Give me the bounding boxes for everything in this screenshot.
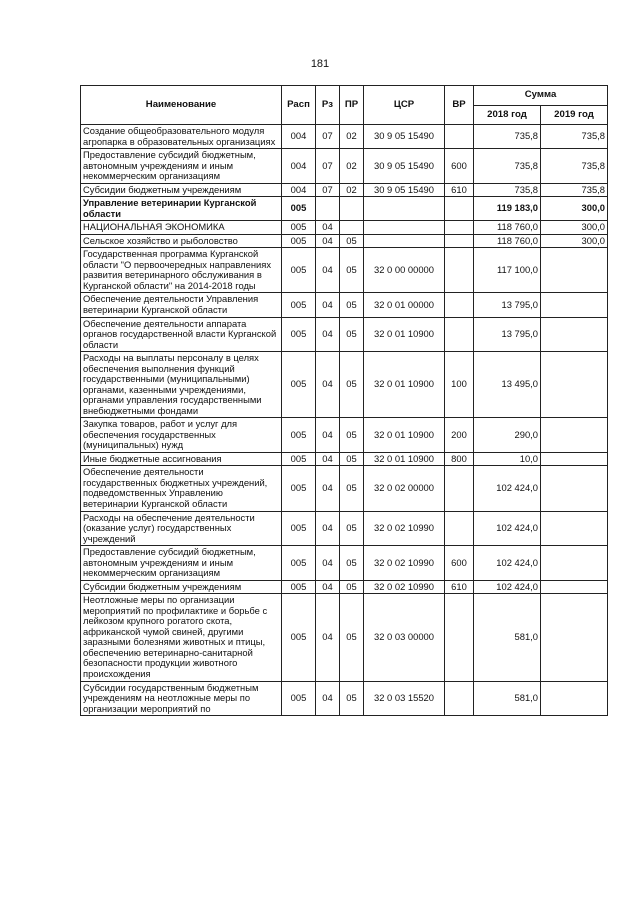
cell-y2018: 13 795,0	[474, 293, 541, 317]
cell-name: Сельское хозяйство и рыболовство	[81, 234, 282, 248]
cell-y2019: 300,0	[541, 197, 608, 221]
cell-pr: 05	[340, 681, 364, 716]
cell-csr: 32 0 00 00000	[364, 248, 445, 293]
cell-name: Субсидии бюджетным учреждениям	[81, 183, 282, 197]
header-2018: 2018 год	[474, 106, 541, 125]
cell-vr: 610	[445, 580, 474, 594]
cell-pr: 05	[340, 546, 364, 581]
cell-csr: 32 0 01 10900	[364, 452, 445, 466]
cell-rz: 04	[316, 594, 340, 681]
cell-csr: 30 9 05 15490	[364, 125, 445, 149]
cell-csr: 32 0 02 10990	[364, 546, 445, 581]
cell-y2018: 581,0	[474, 594, 541, 681]
cell-rz: 04	[316, 546, 340, 581]
cell-rz: 04	[316, 248, 340, 293]
cell-rz: 04	[316, 681, 340, 716]
cell-y2018: 290,0	[474, 418, 541, 453]
cell-name: Обеспечение деятельности аппарата органов государственной власти Курганской области	[81, 317, 282, 352]
cell-rasp: 005	[282, 197, 316, 221]
cell-y2019: 735,8	[541, 183, 608, 197]
cell-pr: 05	[340, 594, 364, 681]
cell-pr: 05	[340, 511, 364, 546]
cell-vr	[445, 293, 474, 317]
cell-rz: 04	[316, 234, 340, 248]
cell-rasp: 004	[282, 183, 316, 197]
cell-rasp: 005	[282, 452, 316, 466]
header-rz: Рз	[316, 86, 340, 125]
table-row	[81, 511, 608, 546]
cell-pr: 02	[340, 183, 364, 197]
cell-y2019	[541, 352, 608, 418]
cell-y2019	[541, 248, 608, 293]
cell-y2019	[541, 580, 608, 594]
cell-name: Государственная программа Курганской области "О первоочередных направлениях развития ветеринарного обслуживания в Курганской области" на 2014-2018 годы	[81, 248, 282, 293]
cell-csr	[364, 221, 445, 235]
cell-y2019	[541, 317, 608, 352]
cell-rasp: 005	[282, 594, 316, 681]
table-row	[81, 594, 608, 681]
header-name: Наименование	[81, 86, 282, 125]
header-vr: ВР	[445, 86, 474, 125]
table-row	[81, 681, 608, 716]
table-row	[81, 125, 608, 149]
cell-pr: 05	[340, 418, 364, 453]
table-row	[81, 221, 608, 235]
cell-y2018: 119 183,0	[474, 197, 541, 221]
cell-rasp: 005	[282, 248, 316, 293]
cell-rasp: 005	[282, 221, 316, 235]
cell-name: НАЦИОНАЛЬНАЯ ЭКОНОМИКА	[81, 221, 282, 235]
cell-vr: 610	[445, 183, 474, 197]
cell-rz: 04	[316, 466, 340, 511]
cell-y2018: 13 795,0	[474, 317, 541, 352]
cell-rz: 04	[316, 452, 340, 466]
cell-vr: 600	[445, 546, 474, 581]
cell-y2019	[541, 293, 608, 317]
cell-rasp: 005	[282, 317, 316, 352]
cell-vr	[445, 125, 474, 149]
cell-csr: 32 0 02 10990	[364, 511, 445, 546]
cell-y2018: 735,8	[474, 125, 541, 149]
cell-vr	[445, 466, 474, 511]
cell-vr: 200	[445, 418, 474, 453]
cell-rasp: 005	[282, 352, 316, 418]
cell-y2019: 735,8	[541, 149, 608, 184]
cell-rz: 04	[316, 293, 340, 317]
cell-rz: 07	[316, 183, 340, 197]
cell-vr	[445, 234, 474, 248]
table-row	[81, 293, 608, 317]
cell-y2018: 581,0	[474, 681, 541, 716]
cell-y2018: 102 424,0	[474, 511, 541, 546]
cell-y2019: 300,0	[541, 234, 608, 248]
cell-y2019: 300,0	[541, 221, 608, 235]
table-row	[81, 546, 608, 581]
header-csr: ЦСР	[364, 86, 445, 125]
table-row	[81, 466, 608, 511]
cell-name: Предоставление субсидий бюджетным, автономным учреждениям и иным некоммерческим организациям	[81, 546, 282, 581]
header-rasp: Расп	[282, 86, 316, 125]
cell-rasp: 005	[282, 580, 316, 594]
cell-y2019	[541, 546, 608, 581]
cell-csr: 30 9 05 15490	[364, 183, 445, 197]
cell-rasp: 005	[282, 293, 316, 317]
cell-pr: 05	[340, 580, 364, 594]
cell-y2019: 735,8	[541, 125, 608, 149]
cell-vr: 800	[445, 452, 474, 466]
cell-vr: 100	[445, 352, 474, 418]
cell-rz: 04	[316, 418, 340, 453]
table-row	[81, 234, 608, 248]
cell-csr: 32 0 02 10990	[364, 580, 445, 594]
cell-name: Субсидии государственным бюджетным учреждениям на неотложные меры по организации мероприятий по	[81, 681, 282, 716]
header-pr: ПР	[340, 86, 364, 125]
table-row	[81, 452, 608, 466]
header-2019: 2019 год	[541, 106, 608, 125]
cell-rz: 07	[316, 125, 340, 149]
budget-table	[80, 85, 608, 716]
table-row	[81, 149, 608, 184]
cell-pr: 02	[340, 125, 364, 149]
cell-rasp: 005	[282, 546, 316, 581]
cell-pr: 05	[340, 293, 364, 317]
cell-pr: 05	[340, 317, 364, 352]
cell-rasp: 005	[282, 234, 316, 248]
cell-name: Субсидии бюджетным учреждениям	[81, 580, 282, 594]
table-row	[81, 197, 608, 221]
cell-vr	[445, 197, 474, 221]
cell-name: Предоставление субсидий бюджетным, автономным учреждениям и иным некоммерческим организациям	[81, 149, 282, 184]
cell-csr: 32 0 03 00000	[364, 594, 445, 681]
cell-rz: 04	[316, 221, 340, 235]
cell-rz: 04	[316, 352, 340, 418]
cell-name: Расходы на обеспечение деятельности (оказание услуг) государственных учреждений	[81, 511, 282, 546]
cell-rz: 04	[316, 511, 340, 546]
cell-pr: 05	[340, 234, 364, 248]
cell-name: Создание общеобразовательного модуля агропарка в образовательных организациях	[81, 125, 282, 149]
cell-y2018: 118 760,0	[474, 234, 541, 248]
table-row	[81, 248, 608, 293]
cell-rasp: 004	[282, 125, 316, 149]
cell-pr	[340, 221, 364, 235]
cell-pr	[340, 197, 364, 221]
cell-y2018: 735,8	[474, 183, 541, 197]
cell-y2018: 118 760,0	[474, 221, 541, 235]
cell-vr	[445, 221, 474, 235]
cell-name: Обеспечение деятельности Управления ветеринарии Курганской области	[81, 293, 282, 317]
cell-csr: 32 0 01 10900	[364, 352, 445, 418]
table-body	[81, 125, 608, 716]
page-number: 181	[310, 58, 330, 70]
table-row	[81, 352, 608, 418]
cell-rasp: 005	[282, 466, 316, 511]
cell-name: Обеспечение деятельности государственных бюджетных учреждений, подведомственных Управлению ветеринарии Курганской области	[81, 466, 282, 511]
cell-vr: 600	[445, 149, 474, 184]
table-row	[81, 580, 608, 594]
cell-csr: 30 9 05 15490	[364, 149, 445, 184]
cell-y2018: 10,0	[474, 452, 541, 466]
cell-rz: 04	[316, 317, 340, 352]
cell-y2019	[541, 418, 608, 453]
cell-pr: 05	[340, 248, 364, 293]
cell-csr: 32 0 01 00000	[364, 293, 445, 317]
cell-name: Неотложные меры по организации мероприятий по профилактике и борьбе с лейкозом крупного рогатого скота, африканской чумой свиней, другими заразными болезнями животных и птицы, обеспечению ветеринарно-санитарной безопасности продукции животного происхождения	[81, 594, 282, 681]
cell-vr	[445, 317, 474, 352]
cell-pr: 05	[340, 466, 364, 511]
cell-vr	[445, 248, 474, 293]
cell-y2018: 735,8	[474, 149, 541, 184]
cell-y2018: 13 495,0	[474, 352, 541, 418]
cell-name: Расходы на выплаты персоналу в целях обеспечения выполнения функций государственными (муниципальными) органами, казенными учреждениями, органами управления государственными внебюджетными фондами	[81, 352, 282, 418]
cell-vr	[445, 511, 474, 546]
cell-pr: 02	[340, 149, 364, 184]
cell-rasp: 005	[282, 681, 316, 716]
cell-name: Управление ветеринарии Курганской области	[81, 197, 282, 221]
cell-y2019	[541, 511, 608, 546]
cell-name: Иные бюджетные ассигнования	[81, 452, 282, 466]
header-sum: Сумма	[474, 86, 608, 106]
cell-csr: 32 0 02 00000	[364, 466, 445, 511]
cell-csr: 32 0 03 15520	[364, 681, 445, 716]
cell-vr	[445, 594, 474, 681]
cell-csr: 32 0 01 10900	[364, 418, 445, 453]
cell-csr: 32 0 01 10900	[364, 317, 445, 352]
cell-pr: 05	[340, 452, 364, 466]
cell-rasp: 004	[282, 149, 316, 184]
cell-y2018: 102 424,0	[474, 580, 541, 594]
cell-rasp: 005	[282, 511, 316, 546]
table-row	[81, 317, 608, 352]
cell-csr	[364, 234, 445, 248]
cell-y2018: 102 424,0	[474, 466, 541, 511]
cell-rz	[316, 197, 340, 221]
cell-rz: 04	[316, 580, 340, 594]
cell-y2019	[541, 466, 608, 511]
cell-y2019	[541, 594, 608, 681]
cell-csr	[364, 197, 445, 221]
cell-pr: 05	[340, 352, 364, 418]
cell-name: Закупка товаров, работ и услуг для обеспечения государственных (муниципальных) нужд	[81, 418, 282, 453]
cell-rasp: 005	[282, 418, 316, 453]
cell-y2019	[541, 681, 608, 716]
cell-y2018: 117 100,0	[474, 248, 541, 293]
cell-rz: 07	[316, 149, 340, 184]
table-row	[81, 418, 608, 453]
table-row	[81, 183, 608, 197]
cell-y2019	[541, 452, 608, 466]
cell-y2018: 102 424,0	[474, 546, 541, 581]
cell-vr	[445, 681, 474, 716]
